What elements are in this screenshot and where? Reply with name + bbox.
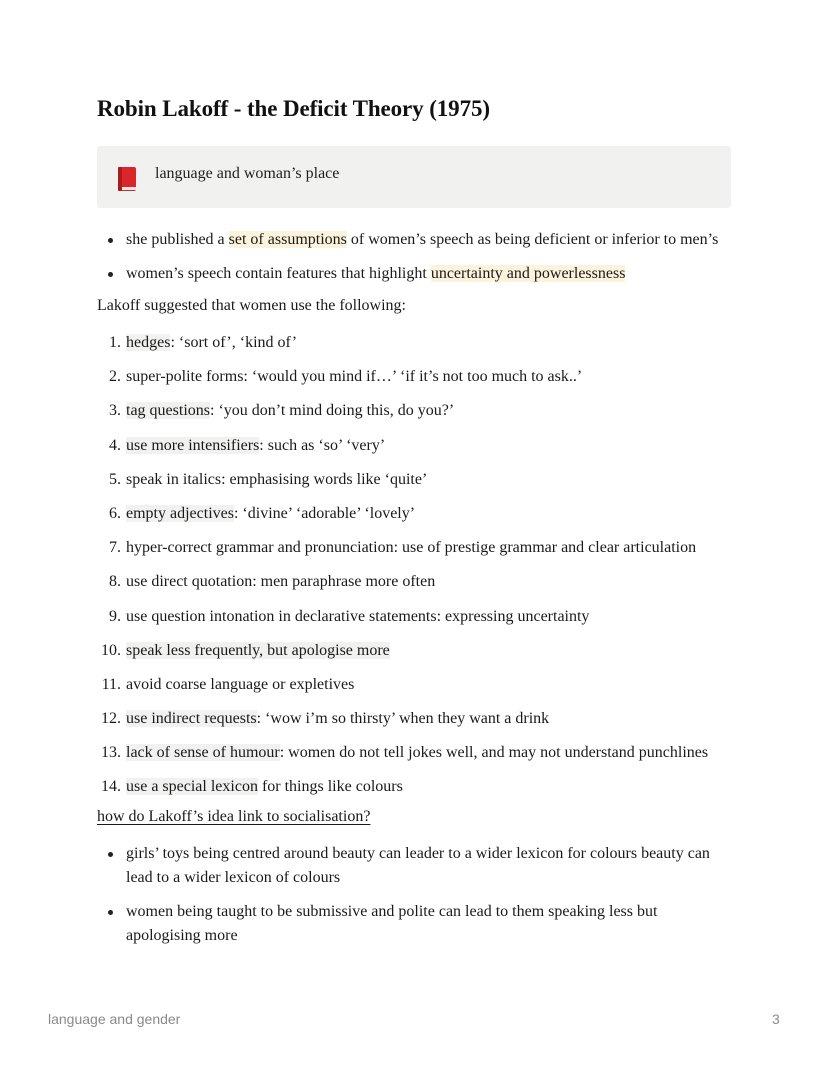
- socialisation-list: [97, 842, 727, 948]
- list-item: girls’ toys being centred around beauty can leader to a wider lexicon for colours beauty can lead to a wider lexicon of colours: [97, 842, 727, 890]
- list-item: 1. hedges: ‘sort of’, ‘kind of’: [109, 334, 298, 351]
- list-item: 9. use question intonation in declarative statements: expressing uncertainty: [109, 607, 590, 625]
- list-item: 11. avoid coarse language or expletives: [101, 675, 355, 693]
- assumptions-list: [97, 228, 737, 296]
- socialisation-question: how do Lakoff’s idea link to socialisation?: [97, 808, 371, 825]
- list-item: 12. use indirect requests: ‘wow i’m so thirsty’ when they want a drink: [101, 710, 550, 728]
- footer-section: language and gender: [48, 1011, 181, 1027]
- list-item: 7. hyper-correct grammar and pronunciation: use of prestige grammar and clear articulation: [109, 539, 697, 557]
- list-item: women being taught to be submissive and polite can lead to them speaking less but apologising more: [97, 900, 727, 948]
- list-item: 6. empty adjectives: ‘divine’ ‘adorable’ ‘lovely’: [109, 504, 416, 522]
- features-list: [97, 332, 737, 811]
- list-item: 10. speak less frequently, but apologise more: [101, 641, 390, 659]
- list-item: 5. speak in italics: emphasising words like ‘quite’: [109, 470, 428, 488]
- list-item: 14. use a special lexicon for things like colours: [101, 778, 403, 796]
- list-item: 4. use more intensifiers: such as ‘so’ ‘very’: [109, 436, 386, 454]
- intro-text: Lakoff suggested that women use the following:: [97, 297, 406, 314]
- page-number: 3: [772, 1011, 780, 1027]
- list-item: women’s speech contain features that highlight uncertainty and powerlessness: [97, 262, 737, 296]
- red-book-icon: [117, 166, 137, 192]
- list-item: 13. lack of sense of humour: women do not tell jokes well, and may not understand punchlines: [101, 744, 709, 762]
- callout-box: [97, 146, 731, 208]
- list-item: 2. super-polite forms: ‘would you mind if…’ ‘if it’s not too much to ask..’: [109, 368, 583, 386]
- list-item: she published a set of assumptions of women’s speech as being deficient or inferior to men’s: [97, 228, 737, 262]
- page-title: Robin Lakoff - the Deficit Theory (1975): [97, 96, 490, 121]
- callout-text: language and woman’s place: [155, 165, 340, 182]
- list-item: 8. use direct quotation: men paraphrase more often: [109, 573, 436, 591]
- list-item: 3. tag questions: ‘you don’t mind doing this, do you?’: [109, 402, 455, 420]
